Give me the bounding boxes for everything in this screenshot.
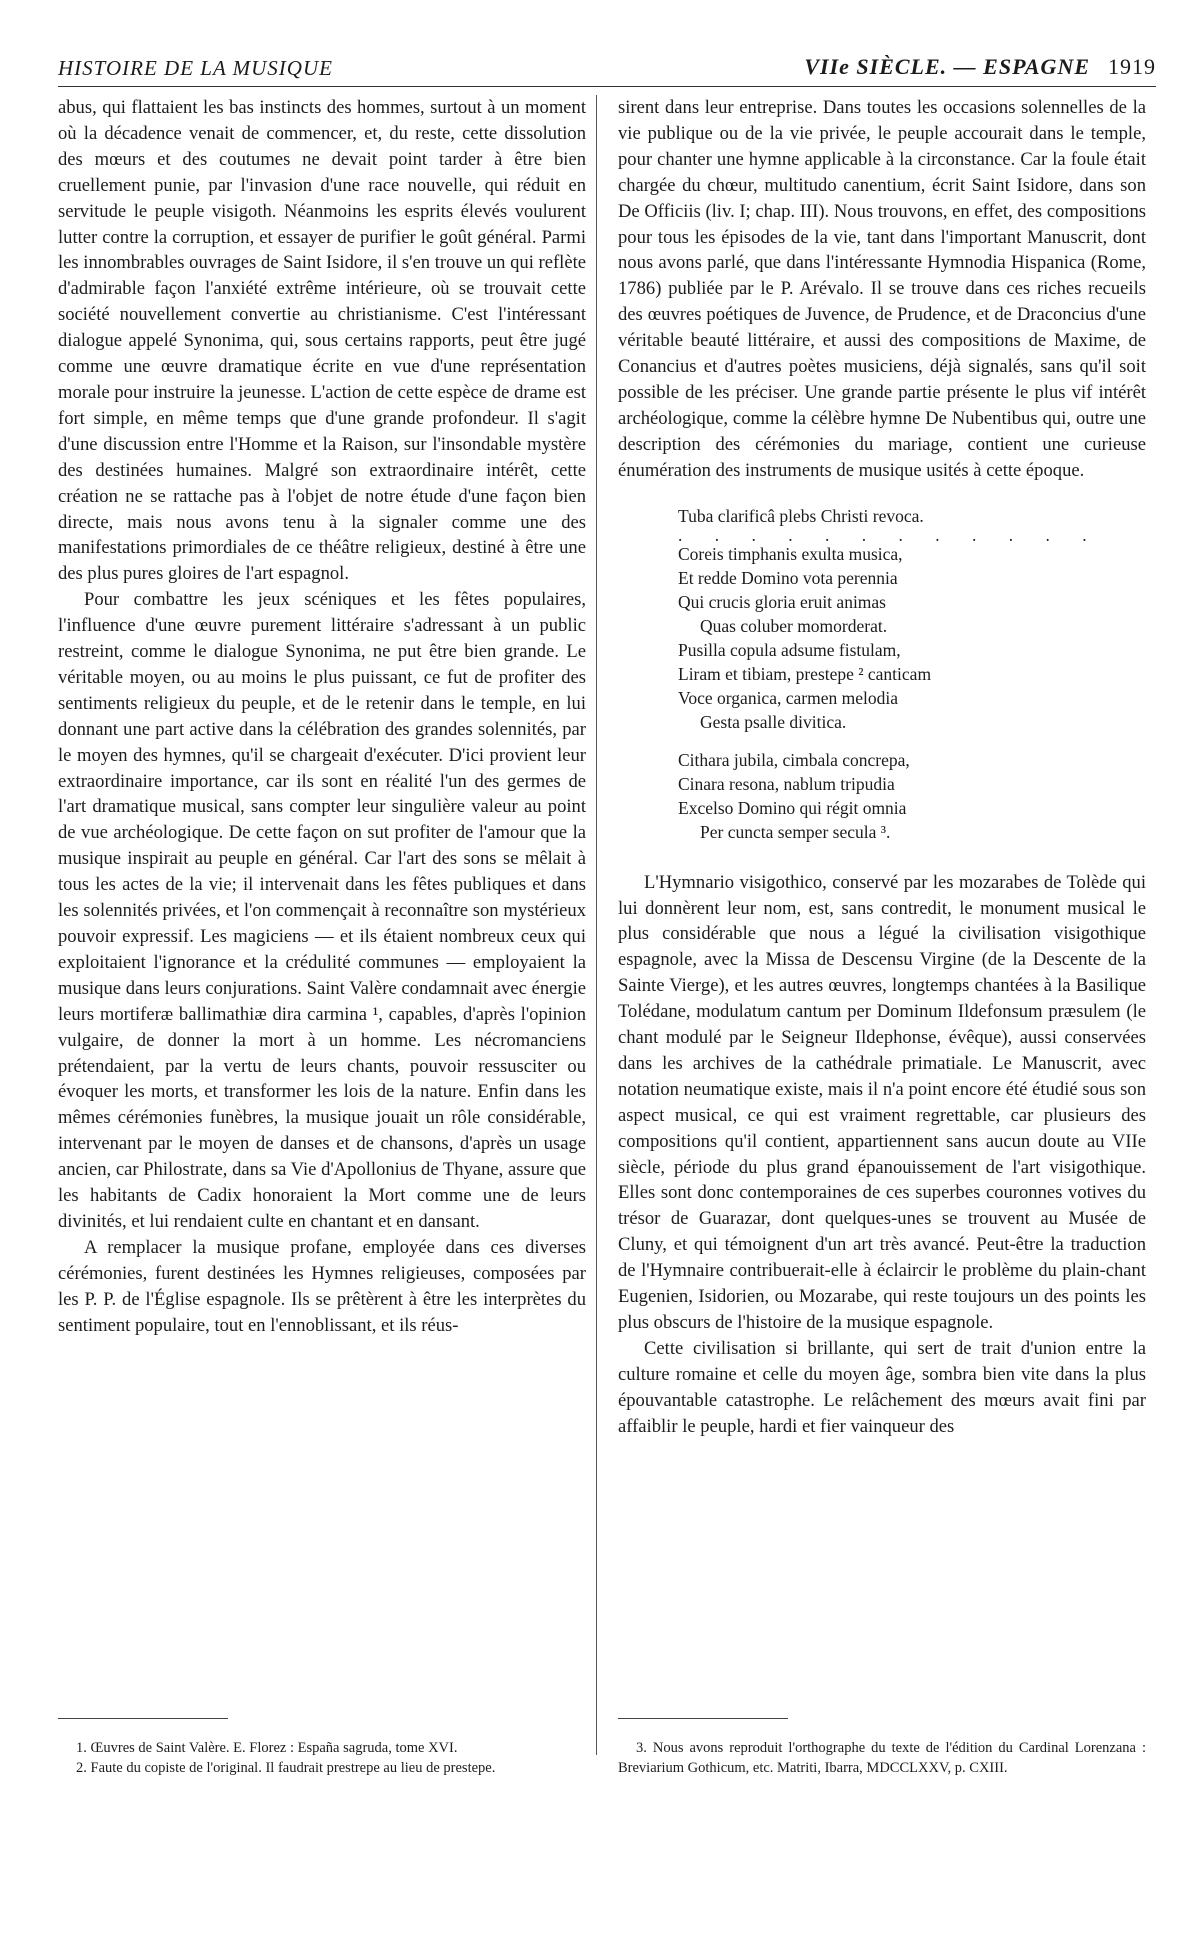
paragraph: Pour combattre les jeux scéniques et les fêtes populaires, l'influence d'une œuvre purement littéraire s'adressant à un public restreint, comme le dialogue Synonima, ne put être bien grande. Le véritable moyen, ou au moins le plus puissant, ce fut de profiter des sentiments religieux du peuple, et de le retenir dans le temple, en lui donnant une part active dans la célébration des grandes solennités, par le moyen des hymnes, qu'il se chargeait d'exécuter. D'ici provient leur extraordinaire importance, car ils sont en réalité l'un des germes de l'art dramatique musical, sans compter leur singulière valeur au point de vue archéologique. De cette façon on sut profiter de l'amour que la musique inspirait au peuple en général. Car l'art des sons se mêlait à tous les actes de la vie; il intervenait dans les fêtes publiques et dans les solennités privées, et l'on commençait à reconnaître son mystérieux pouvoir expressif. Les magiciens — et ils étaient nombreux ceux qui exploitaient l'ignorance et la crédulité communes — employaient la musique dans leurs conjurations. Saint Valère condamnait avec énergie leurs mortiferæ ballimathiæ dira carmina ¹, capables, d'après l'opinion vulgaire, de donner la mort à un homme. Les nécromanciens prétendaient, par la vertu de leurs chants, pouvoir ressusciter ou évoquer les morts, et transformer les lois de la nature. Enfin dans les mêmes cérémonies funèbres, la musique jouait un rôle considérable, intervenant par le moyen de danses et de chansons, d'après un usage ancien, car Philostrate, dans sa Vie d'Apollonius de Thyane, assure que les habitants de Cadix honoraient la Mort comme une de leurs divinités, et lui rendaient culte en chantant et en dansant. <box>58 589 586 1232</box>
footnote: 2. Faute du copiste de l'original. Il faudrait prestrepe au lieu de prestepe. <box>76 1760 496 1776</box>
paragraph: L'Hymnario visigothico, conservé par les mozarabes de Tolède qui lui donnèrent leur nom, est, sans contredit, le monument musical le plus considérable que nous a légué la civilisation visigothique espagnole, avec la Missa de Descensu Virgine (de la Descente de la Sainte Vierge), et les autres œuvres, longtemps chantées à la Basilique Tolédane, modulatum cantum per Dominum Ildefonsum præsulem (le chant modulé par le Seigneur Ildephonse, évêque), aussi conservées dans les archives de la cathédrale primatiale. Le Manuscrit, avec notation neumatique existe, mais il n'a point encore été étudié sous son aspect musical, ce qui est vraiment regrettable, car plusieurs des compositions qu'il contient, appartiennent sans aucun doute au VIIe siècle, période du plus grand épanouissement de l'art visigothique. Elles sont donc contemporaines de ces superbes couronnes votives du trésor de Guarazar, dont quelques-unes se trouvent au Musée de Cluny, et qui témoignent d'un art très avancé. Peut-être la traduction de l'Hymnaire contribuerait-elle à éclaircir le problème du plain-chant Eugenien, Isidorien, ou Mozarabe, qui reste toujours un des points les plus obscurs de l'histoire de la musique espagnole. <box>618 871 1146 1333</box>
ellipsis-dots: . . . . . . . . . . . . <box>678 524 1101 545</box>
page-number: 1919 <box>1108 54 1156 79</box>
verse-line: Voce organica, carmen melodia <box>678 687 898 708</box>
verse-line: Liram et tibiam, prestepe ² canticam <box>678 663 932 684</box>
paragraph: abus, qui flattaient les bas instincts des hommes, surtout à un moment où la décadence venait de commencer, et, du reste, cette dissolution des mœurs et des coutumes ne devait point tarder à être bien cruellement punie, par l'invasion d'une race nouvelle, qui réduit en servitude le peuple visigoth. Néanmoins les esprits élevés voulurent lutter contre la corruption, et essayer de purifier le goût général. Parmi les innombrables ouvrages de Saint Isidore, il s'en trouve un qui reflète d'admirable façon l'anxiété extrême intérieure, où se trouvait cette société nouvellement convertie au christianisme. C'est l'intéressant dialogue appelé Synonima, qui, sous certains rapports, peut être jugé comme une œuvre dramatique écrite en vue d'une représentation morale pour instruire la jeunesse. L'action de cette espèce de drame est fort simple, en même temps que d'une grande profondeur. Il s'agit d'une discussion entre l'Homme et la Raison, sur l'insondable mystère des destinées humaines. Malgré son extraordinaire intérêt, cette création ne se rattache pas à l'objet de notre étude d'une façon bien directe, mais nous avons tenu à la signaler comme une des manifestations primordiales de ce théâtre religieux, destiné à être une des plus pures gloires de l'art espagnol. <box>58 97 586 585</box>
verse-line: Excelso Domino qui régit omnia <box>678 797 907 818</box>
footnote-rule <box>618 1718 788 1719</box>
paragraph: sirent dans leur entreprise. Dans toutes les occasions solennelles de la vie publique ou de la vie privée, le peuple accourait dans le temple, pour chanter une hymne applicable à la circonstance. Car la foule était chargée du chœur, multitudo canentium, écrit Saint Isidore, dans son De Officiis (liv. I; chap. III). Nous trouvons, en effet, des compositions pour tous les épisodes de la vie, tant dans l'important Manuscrit, dont nous avons parlé, que dans l'intéressante Hymnodia Hispanica (Rome, 1786) publiée par le P. Arévalo. Il se trouve dans ces riches recueils des œuvres poétiques de Juvence, de Prudence, et de Draconcius d'une véritable beauté littéraire, et aussi des compositions de Maxime, de Conancius et d'autres poètes musiciens, déjà signalés, sans qu'il soit possible de les préciser. Une grande partie présente le plus vif intérêt archéologique, comme la célèbre hymne De Nubentibus qui, outre une description des cérémonies du mariage, contient une curieuse énumération des instruments de musique usités à cette époque. <box>618 97 1146 481</box>
column-divider <box>596 95 597 1755</box>
header-rule <box>58 86 1156 87</box>
verse-line: Cinara resona, nablum tripudia <box>678 773 895 794</box>
paragraph: Cette civilisation si brillante, qui sert de trait d'union entre la culture romaine et celle du moyen âge, sombra bien vite dans la plus épouvantable catastrophe. Le relâchement des mœurs avait fini par affaiblir le peuple, hardi et fier vainqueur des <box>618 1337 1146 1437</box>
running-title: HISTOIRE DE LA MUSIQUE <box>58 56 333 80</box>
stanza <box>678 748 1146 844</box>
running-header <box>58 48 1156 84</box>
left-column <box>58 95 586 1339</box>
footnote-rule <box>58 1718 228 1719</box>
paragraph: A remplacer la musique profane, employée dans ces diverses cérémonies, furent destinées les Hymnes religieuses, composées par les P. P. de l'Église espagnole. Ils se prêtèrent à être les interprètes du sentiment populaire, tout en l'ennoblissant, et ils réus- <box>58 1236 586 1336</box>
hymn-quotation <box>678 504 1146 844</box>
footnote: 1. Œuvres de Saint Valère. E. Florez : España sagruda, tome XVI. <box>76 1740 458 1756</box>
verse-line: Coreis timphanis exulta musica, <box>678 543 903 564</box>
left-footnotes <box>58 1738 586 1778</box>
verse-line: Quas coluber momorderat. <box>700 615 888 636</box>
footnote: 3. Nous avons reproduit l'orthographe du texte de l'édition du Cardinal Lorenzana : Breviarium Gothicum, etc. Matriti, Ibarra, MDCCLXXV, p. CXIII. <box>618 1740 1146 1776</box>
verse-line: Et redde Domino vota perennia <box>678 567 898 588</box>
verse-line: Tuba clarificâ plebs Christi revoca. <box>678 505 924 526</box>
verse-line: Qui crucis gloria eruit animas <box>678 591 886 612</box>
verse-line: Cithara jubila, cimbala concrepa, <box>678 749 910 770</box>
right-footnotes <box>618 1738 1146 1778</box>
right-column <box>618 95 1146 1440</box>
section-title <box>804 54 1156 80</box>
verse-line: Pusilla copula adsume fistulam, <box>678 639 901 660</box>
verse-line: Gesta psalle divitica. <box>700 711 847 732</box>
verse-line: Per cuncta semper secula ³. <box>700 821 891 842</box>
section-title-text: VIIe SIÈCLE. — ESPAGNE <box>804 54 1090 79</box>
